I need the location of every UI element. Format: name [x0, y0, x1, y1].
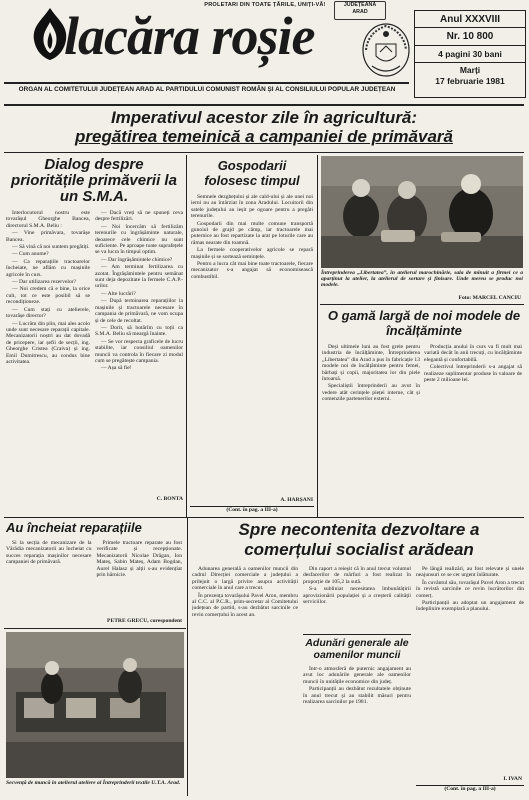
pages-price: 4 pagini 30 bani	[415, 46, 525, 63]
repairs-text	[6, 540, 182, 618]
photo2-caption: Secvență de muncă în atelierul ateliere al Întreprinderii textile U.T.A. Arad.	[6, 780, 181, 786]
stamp-line-1: JUDEȚEANĂ	[343, 2, 377, 8]
paragraph: S-a subliniat necesitatea îmbunătățirii aprovizionării populației și a creșterii calității serviciilor.	[303, 586, 411, 606]
paragraph: La fermele cooperativelor agricole se repară mașinile și se sortează semințele.	[191, 247, 313, 260]
paragraph: — Dorit, să hotărîm cu toții ca S.M.A. Beliu să meargă înainte.	[95, 324, 183, 338]
paragraph: — Vine primăvara, tovarășe Bancea.	[6, 230, 90, 243]
photo-shoe-workers	[321, 156, 523, 268]
gospodarii-author: A. HARȘANI	[280, 497, 313, 503]
title-word-2: roșie	[211, 6, 315, 66]
photo-textile-workshop	[6, 632, 184, 778]
paragraph: — Noi încercăm să fertilizăm terenurile cu îngrășăminte naturale, deoarece cele chimice nu sunt suficiente. Pe aproape toate suprafețele se va lucra în timpul optim.	[95, 223, 183, 256]
issue-info-box	[414, 10, 526, 98]
weekday: Marți	[459, 65, 481, 75]
paragraph: — Dacă vreți să ne spuneți ceva despre fertilizări.	[95, 210, 183, 223]
shoes-col-1	[322, 344, 420, 510]
paragraph: — Să vină că noi suntem pregătiți.	[12, 244, 90, 251]
gospodarii-text	[191, 194, 313, 496]
banner-line-1: Imperativul acestor zile în agricultură:	[110, 108, 418, 127]
paragraph: Primele tractoare reparate au fost verificate și recepționate. Mecanizatorii Nicolae Drăgan, Ion Mateș, Sabin Mateș, Adam Bogdan, Aurel Halasz și alții s-au evidențiat prin hărnicie.	[96, 540, 182, 579]
paragraph: Gospodarii din mai multe comune transportă gunoiul de grajd pe câmp, iar tractoarele mai puternice au fost repartizate la arat pe loturile care au rămas nearate din toamnă.	[191, 220, 313, 246]
paragraph: Colectivul întreprinderii s-a angajat să realizeze suplimentar produse în valoare de peste 2 milioane lei.	[424, 364, 522, 384]
commerce-col-1	[192, 566, 298, 794]
paragraph: — Ca reparațiile tractoarelor încheiate, ne aflăm cu mașinile agricole în curs.	[6, 258, 90, 278]
stamp-line-2: ARAD	[352, 9, 368, 15]
paragraph: Semnele dezghețului și ale cald-ului și ale unei noi ierni nu au întârziat în zona Aradului. Locuitorii din satele județului au ieșit pe ogoare pentru a pregăti terenurile.	[191, 194, 313, 220]
dialog-col-1	[6, 210, 90, 506]
date: 17 februarie 1981	[435, 76, 505, 86]
paragraph: — Am terminat fertilizarea cu azotat. Îngrășămintele pentru semănat sunt deja depozitate la fermele C.A.P.-urilor.	[95, 264, 183, 290]
dialog-author: C. BONTA	[156, 496, 183, 502]
paragraph: Interlocutorul nostru este tovarășul Gheorghe Bancea, directorul S.M.A. Beliu :	[6, 210, 90, 229]
assemblies-title: Adunări generale ale oamenilor muncii	[305, 637, 409, 661]
shoes-col-2	[424, 344, 522, 510]
repairs-title: Au încheiat reparațiile	[6, 520, 142, 535]
paragraph: În cuvântul său, tovarășul Pavel Aron a trecut în revistă sarcinile ce revin lucrătorilor din comerț.	[416, 579, 524, 599]
paragraph: Pentru a lucra cât mai bine toate tractoarele, fiecare mecanizator s-a angajat să economisească combustibil.	[191, 261, 313, 280]
commerce-author: I. IVAN	[503, 776, 522, 782]
paragraph: — Alte lucrări?	[101, 290, 136, 297]
paragraph: Participanții au dezbătut rezultatele obținute în anul trecut și au stabilit măsuri pentru realizarea sarcinilor pe 1981.	[303, 686, 411, 706]
paragraph: Într-o atmosferă de puternic angajament au avut loc adunările generale ale oamenilor muncii în unitățile economice din județ.	[303, 666, 411, 685]
commerce-title: Spre necontenita dezvoltare a comerțului socialist arădean	[238, 520, 480, 559]
paragraph: Pe lângă realizări, au fost relevate și unele neajunsuri ce se cer urgent înlăturate.	[416, 566, 524, 579]
paragraph: În prezența tovarășului Pavel Aron, membru al C.C. al P.C.R., prim-secretar al Comitetului județean de partid, s-au dezbătut sarcinile ce revin comerțului în acest an.	[192, 592, 298, 618]
paragraph: — Cum stați cu atelierele, tovarășe director?	[6, 306, 90, 320]
paragraph: Adunarea generală a oamenilor muncii din cadrul Direcției comerciale a județului a prilejuit o largă privire asupra activității comerciale în anul care a trecut.	[192, 566, 298, 592]
year: Anul XXXVIII	[415, 11, 525, 28]
slogan: PROLETARI DIN TOATE ȚĂRILE, UNIȚI-VĂ!	[204, 2, 326, 8]
paragraph: Specialiștii întreprinderii au avut în vedere atât cerințele pieței interne, cât și comenzile partenerilor externi.	[322, 383, 420, 403]
masthead-subtitle: ORGAN AL COMITETULUI JUDEȚEAN ARAD AL PARTIDULUI COMUNIST ROMÂN ȘI AL CONSILIULUI POPULAR JUDEȚEAN	[18, 86, 396, 93]
banner-line-2: pregătirea temeinică a campaniei de primăvară	[75, 127, 453, 146]
paragraph: — Lucrăm din plin, mai ales acolo unde sunt necesare reparații capitale. Mecanizatorii noștri au dat dovadă de pricepere, iar șefii de secții, ing. Gheorghe Cristea (Craiva) și ing. Emil Dumitrescu, au condus bine activitatea.	[6, 320, 90, 365]
paragraph: — După terminarea reparațiilor la mașinile și tractoarele necesare în campania de primăvară, ne vom ocupa și de cele de recoltat.	[95, 298, 183, 324]
photo1-credit: Foto: MARCEL CANCIU	[458, 295, 521, 301]
title-word-1: lacăra	[64, 6, 199, 66]
banner-headline	[4, 108, 524, 146]
paragraph: — Cum anume?	[12, 251, 49, 258]
commerce-col-3	[416, 566, 524, 776]
paragraph: — Așa să fie!	[101, 365, 132, 372]
dialog-col-2	[95, 210, 183, 493]
commerce-continued: (Cont. în pag. a III-a)	[444, 786, 496, 792]
paragraph: — Noi credem că e bine, la orice cult, tot ce este posibil să se recondiționeze.	[6, 286, 90, 306]
dialog-title: Dialog despre prioritățile primăverii la un S.M.A.	[11, 156, 177, 205]
paragraph: Si la secția de mecanizare de la Vărădia mecanizatorii au încheiat cu succes reparația mașinilor necesare campaniei de primăvară.	[6, 540, 92, 566]
paragraph: Din raport a reieșit că în anul trecut volumul desfacerilor de mărfuri a fost realizat în proporție de 105,2 la sută.	[303, 566, 411, 585]
issue-number: Nr. 10 800	[415, 28, 525, 46]
repairs-author: PETRE GRECU, corespondent	[107, 618, 182, 624]
newspaper-title	[64, 8, 364, 66]
paragraph: — Dar utilizarea rezervelor?	[12, 279, 77, 286]
paragraph: Deși ultimele luni au fost grele pentru industria de încălțăminte, Întreprinderea „Libertatea” din Arad a pus în fabricație 13 modele noi de încălțăminte pentru femei, bărbați și copii, majoritatea lor din piele întoarsă.	[322, 344, 420, 383]
paragraph: — Se vor respecta graficele de lucru stabilite, iar consiliul oamenilor muncii va controla în fiecare zi modul cum se pregătește campania.	[95, 338, 183, 364]
assemblies-text	[303, 666, 411, 794]
coat-of-arms-icon	[360, 20, 412, 78]
gospodarii-title: Gospodarii folosesc timpul	[204, 158, 300, 188]
paragraph: Producția anului în curs va fi mult mai variată decât în anii trecuți, cu încălțăminte elegantă și confortabilă.	[424, 344, 522, 363]
gospodarii-continued: (Cont. în pag. a III-a)	[226, 507, 278, 513]
photo1-caption: Întreprinderea „Libertatea”, în atelierul marochinărie, sala de mînuit a firmei ce a aparținut la atelier, la atelierul de sortare și finisare. Unde mereu se produc noi modele.	[321, 270, 523, 289]
paragraph: — Dar îngrășămintele chimice?	[101, 256, 173, 263]
commerce-col-2	[303, 566, 411, 630]
paragraph: Participanții au adoptat un angajament de îndeplinire exemplară a planului.	[416, 600, 524, 613]
shoes-title: O gamă largă de noi modele de încălțăminte	[327, 308, 521, 338]
